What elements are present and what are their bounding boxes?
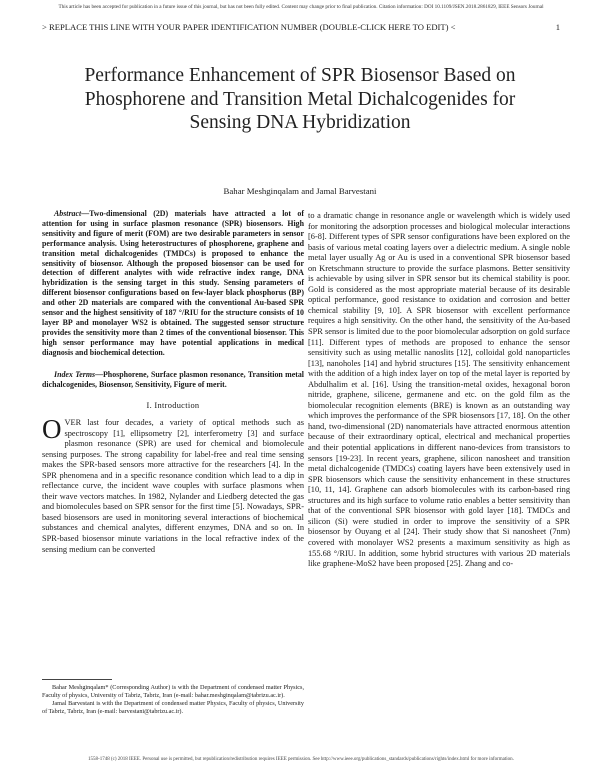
footnote-author-1: Bahar Meshginqalam* (Corresponding Author) is with the Department of condensed matter Physics, Faculty of physics, University of Tabriz, Tabriz, Iran (e-mail: bahar.meshginqalam@tabrizu.ac.ir). [42, 684, 304, 699]
footnotes [42, 684, 304, 716]
abstract-label: Abstract [54, 209, 82, 218]
footnote-author-2: Jamal Barvestani is with the Department of condensed matter Physics, Faculty of physics, University of Tabriz, Tabriz, Iran (e-mail: barvestani@tabrizu.ac.ir). [42, 700, 304, 715]
header-text: > REPLACE THIS LINE WITH YOUR PAPER IDENTIFICATION NUMBER (DOUBLE-CLICK HERE TO EDIT) < [42, 22, 456, 32]
copyright-notice: 1558-1748 (c) 2018 IEEE. Personal use is permitted, but republication/redistribution requires IEEE permission. See http://www.ieee.org/publications_standards/publications/rights/index.html for more information. [88, 757, 514, 762]
index-terms: Index Terms—Phosphorene, Surface plasmon resonance, Transition metal dichalcogenides, Biosensor, Sensitivity, Figure of merit. [42, 369, 304, 389]
author-line: Bahar Meshginqalam and Jamal Barvestani [223, 186, 377, 196]
footnote-rule [42, 679, 112, 680]
abstract: Abstract—Two-dimensional (2D) materials have attracted a lot of attention for using in surface plasmon resonance (SPR) biosensors. High sensitivity and figure of merit (FOM) are two desirable parameters in sensor performance analysis. Using heterostructures of phosphorene, graphene and transition metal dichalcogenides (TMDCs) is proposed to enhance the sensitivity of biosensor. Although the proposed biosensor can be used for detection of different analytes with wide refractive index range, DNA hybridization is the sensing target in this study. Sensing parameters of different biosensor configurations based on few-layer black phosphorus (BP) and other 2D materials are compared with the conventional Au-based SPR sensor and the highest sensitivity of 187 °/RIU for the structure consists of 10 layer BP and monolayer WS2 is obtained. The suggested sensor structure provides the sensitivity more than 2 times of the conventional biosensor. This high sensor performance may have potential applications in medical diagnosis and biochemical detection. [42, 209, 304, 357]
running-header [42, 22, 560, 32]
left-column [42, 209, 304, 555]
intro-paragraph [42, 413, 304, 555]
intro-text: VER last four decades, a variety of optical methods such as spectroscopy [1], ellipsometry [2], interferometry [3] and surface plasmon resonance (SPR) are used for chemical and biomolecule sensing purposes. The strong capability for label-free and real time sensing makes the SPR-based sensors more attractive for the researchers [4]. In the SPR phenomena and in a specific resonance condition which lead to a dip in reflectance curve, the incident wave couples with surface plasmons when their wave vectors matches. In 1982, Nylander and Liedberg detected the gas and biomolecules based on SPR sensor for the first time [5]. Nowadays, SPR-based biosensors are used in monitoring several interactions of biochemical substances and chemical analytes, different enzymes, DNA and so on. In SPR-based biosensor minute variations in the local refractive index of the sensing medium can be converted [42, 417, 304, 554]
index-terms-label: Index Terms [54, 369, 96, 379]
introduction [42, 413, 304, 555]
acceptance-notice: This article has been accepted for publication in a future issue of this journal, but has not been fully edited. Content may change prior to final publication. Citation information: DOI 10.1109/JSEN.2018.2861829, IEEE Sensors Journal [58, 4, 544, 10]
page-number: 1 [555, 22, 560, 32]
right-column [308, 211, 570, 570]
dropcap: O [42, 413, 62, 444]
section-heading-introduction: I. Introduction [146, 401, 200, 411]
right-column-text: to a dramatic change in resonance angle or wavelength which is widely used for monitoring the adsorption processes and biological molecular interactions [6-8]. Different types of SPR sensor configurations have been explored on the basis of various metal coating layers over a dielectric medium. A single noble metal layer usually Ag or Au is used in a conventional SPR biosensor based on Kretschmann structure to provide the surface plasmons. Better sensitivity is achievable by using silver in SPR sensor but its chemical stability is poor. Gold is considered as the most appropriate material because of its desirable optical performance, good resistance to oxidation and corrosion and better chemical stability [9, 10]. A SPR biosensor with excellent performance requires a high sensitivity. On the other hand, the sensitivity of the Au-based SPR sensor is limited due to the poor biomolecular adsorption on gold surface [11]. Different types of methods are proposed to enhance the sensor sensitivity such as using metallic nanoslits [12], colloidal gold nanoparticles [13], nanoholes [14] and hybrid structures [15]. The sensitivity enhancement with the addition of a high index layer on top of the metal layer is reported by Abdulhalim et al. [16]. Using the transition-metal oxides, hexagonal boron nitride, graphene, silicene, germanene and etc. on the gold film as the biomolecular recognition elements (BRE) is known as an outstanding way which improves the performance of the SPR biosensors [17, 18]. On the other hand, two-dimensional (2D) nanomaterials have attracted enormous attention because of their extraordinary optical, electrical and mechanical properties and their potential applications in different nano-devices from transistors to sensors [19-23]. In recent years, graphene, silicon nanosheet and transition metal dichalcogenide (TMDCs) coating layers have been extensively used in SPR biosensors which cause the sensitivity enhancement in these structures [10, 11, 14]. Graphene can adsorb biomolecules with its carbon-based ring structures and its high surface to volume ratio enables a better sensitivity than that of the conventional SPR biosensor with gold layer [18]. TMDCs and silicon (Si) were studied in order to improve the sensitivity of a SPR biosensor by Ouyang et al [24]. Their study show that Si nanosheet (7nm) covered with monolayer WS2 presents a maximum sensitivity as high as 155.68 °/RIU. In addition, some hybrid structures with various 2D materials like graphene-MoS2 have been proposed [25]. Zhang and co- [308, 211, 570, 569]
paper-title: Performance Enhancement of SPR Biosensor Based on Phosphorene and Transition Metal Dichalcogenides for Sensing DNA Hybridization [84, 65, 516, 133]
index-terms-text: Phosphorene, Surface plasmon resonance, Transition metal dichalcogenides, Biosensor, Sensitivity, Figure of merit. [42, 369, 304, 389]
abstract-text: Two-dimensional (2D) materials have attracted a lot of attention for using in surface plasmon resonance (SPR) biosensors. High sensitivity and figure of merit (FOM) are two desirable parameters in sensor performance analysis. Using heterostructures of phosphorene, graphene and transition metal dichalcogenides (TMDCs) is proposed to enhance the sensitivity of biosensor. Although the proposed biosensor can be used for detection of different analytes with wide refractive index range, DNA hybridization is the sensing target in this study. Sensing parameters of different biosensor configurations based on few-layer black phosphorus (BP) and other 2D materials are compared with the conventional Au-based SPR sensor and the highest sensitivity of 187 °/RIU for the structure consists of 10 layer BP and monolayer WS2 is obtained. The suggested sensor structure provides the sensitivity more than 2 times of the conventional biosensor. This high sensor performance may have potential applications in medical diagnosis and biochemical detection. [42, 209, 304, 357]
